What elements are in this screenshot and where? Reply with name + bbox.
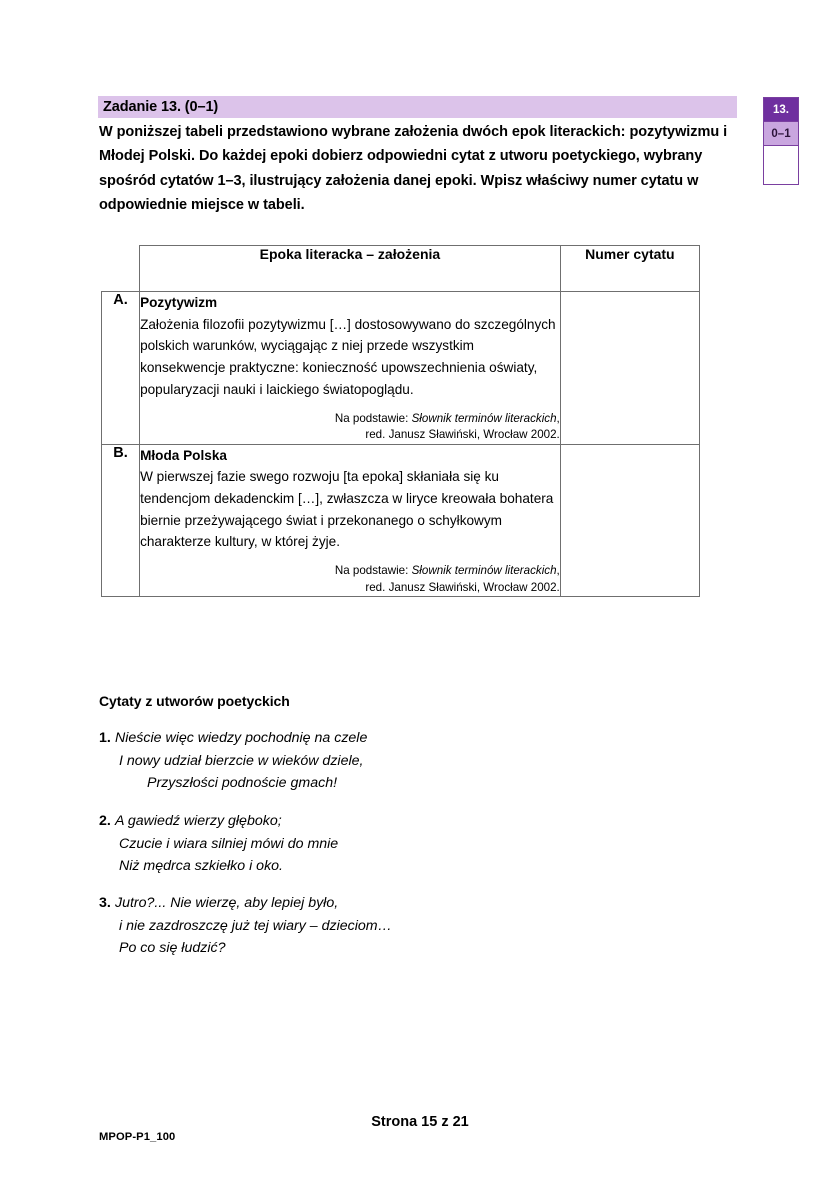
attribution-a-comma: , bbox=[556, 411, 560, 425]
document-code: MPOP-P1_100 bbox=[99, 1131, 176, 1143]
quote-2-line-2: Czucie i wiara silniej mówi do mnie bbox=[119, 835, 339, 852]
score-box bbox=[763, 97, 799, 185]
quote-3-number: 3. bbox=[99, 895, 111, 911]
quote-item-2 bbox=[99, 810, 659, 878]
epoch-title-a: Pozytywizm bbox=[140, 295, 218, 310]
attribution-a-line1 bbox=[140, 411, 560, 428]
attribution-b-comma: , bbox=[556, 564, 560, 578]
epoch-description-b: W pierwszej fazie swego rozwoju [ta epoka] skłaniała się ku tendencjom dekadenckim […], zwłaszcza w liryce kreowała bohatera biernie przeżywającego świat i przekonanego o schyłkowym charakterze kultury, w której żyje. bbox=[140, 469, 554, 550]
attribution-a-prefix: Na podstawie: bbox=[334, 411, 412, 425]
attribution-b-prefix: Na podstawie: bbox=[334, 564, 412, 578]
table-header-row bbox=[102, 246, 700, 292]
task-header-label: Zadanie 13. (0–1) bbox=[103, 99, 219, 115]
epoch-description-a: Założenia filozofii pozytywizmu […] dostosowywano do szczególnych polskich warunków, wyciągając z niej przede wszystkim konsekwencje praktyczne: konieczność upowszechnienia oświaty, popularyzacji nauki i laickiego światopoglądu. bbox=[140, 316, 556, 397]
quotes-section-heading: Cytaty z utworów poetyckich bbox=[99, 693, 290, 709]
attribution-b-line2: red. Janusz Sławiński, Wrocław 2002. bbox=[365, 580, 560, 594]
row-content-b bbox=[140, 444, 561, 597]
quote-1-text-1: Nieście więc wiedzy pochodnię na czele bbox=[115, 730, 368, 746]
quote-2-number: 2. bbox=[99, 813, 111, 829]
answer-field-b[interactable] bbox=[560, 444, 699, 597]
task-header-bar bbox=[98, 96, 737, 118]
quote-2-line-3: Niż mędrca szkiełko i oko. bbox=[119, 858, 283, 874]
quote-1-line-2: I nowy udział bierzcie w wieków dziele, bbox=[119, 752, 364, 769]
answer-field-a[interactable] bbox=[560, 292, 699, 445]
quote-1-line-3: Przyszłości podnoście gmach! bbox=[147, 775, 338, 791]
table-header-corner bbox=[102, 246, 140, 292]
quote-3-text-1: Jutro?... Nie wierzę, aby lepiej było, bbox=[115, 895, 339, 911]
attribution-b-line1 bbox=[140, 563, 560, 580]
quote-3-line-3: Po co się łudzić? bbox=[119, 940, 226, 956]
row-letter-b: B. bbox=[102, 444, 140, 597]
task-instruction-text: W poniższej tabeli przedstawiono wybrane założenia dwóch epok literackich: pozytywizmu i Młodej Polski. Do każdej epoki dobierz odpowiedni cytat z utworu poetyckiego, wybrany spośród cytatów 1–3, ilustrujący założenia danej epoki. Wpisz właściwy numer cytatu w odpowiednie miejsce w tabeli. bbox=[99, 124, 728, 214]
attribution-a-source: Słownik terminów literackich bbox=[411, 411, 557, 425]
quote-item-3 bbox=[99, 892, 659, 960]
score-box-points-range: 0–1 bbox=[764, 122, 798, 146]
table-row bbox=[102, 292, 700, 445]
quote-item-1 bbox=[99, 727, 659, 795]
row-letter-a: A. bbox=[102, 292, 140, 445]
quote-1-line-1 bbox=[99, 727, 659, 750]
quote-3-line-2: i nie zazdroszczę już tej wiary – dzieciom… bbox=[119, 917, 392, 934]
score-box-task-number: 13. bbox=[764, 98, 798, 122]
column-header-epoch: Epoka literacka – założenia bbox=[140, 246, 561, 292]
epoch-table bbox=[101, 245, 700, 597]
quote-2-line-1 bbox=[99, 810, 659, 833]
row-content-a bbox=[140, 292, 561, 445]
table-row bbox=[102, 444, 700, 597]
quote-3-line-1 bbox=[99, 892, 659, 915]
attribution-a bbox=[140, 411, 560, 444]
column-header-quote-number: Numer cytatu bbox=[560, 246, 699, 292]
quote-1-number: 1. bbox=[99, 730, 111, 746]
page-number: Strona 15 z 21 bbox=[371, 1114, 469, 1130]
epoch-title-b: Młoda Polska bbox=[140, 447, 227, 463]
attribution-b bbox=[140, 563, 560, 596]
attribution-b-source: Słownik terminów literackich bbox=[411, 564, 557, 578]
quote-2-text-1: A gawiedź wierzy głęboko; bbox=[115, 813, 282, 829]
attribution-a-line2: red. Janusz Sławiński, Wrocław 2002. bbox=[365, 428, 560, 442]
score-box-awarded-field[interactable] bbox=[764, 146, 798, 184]
